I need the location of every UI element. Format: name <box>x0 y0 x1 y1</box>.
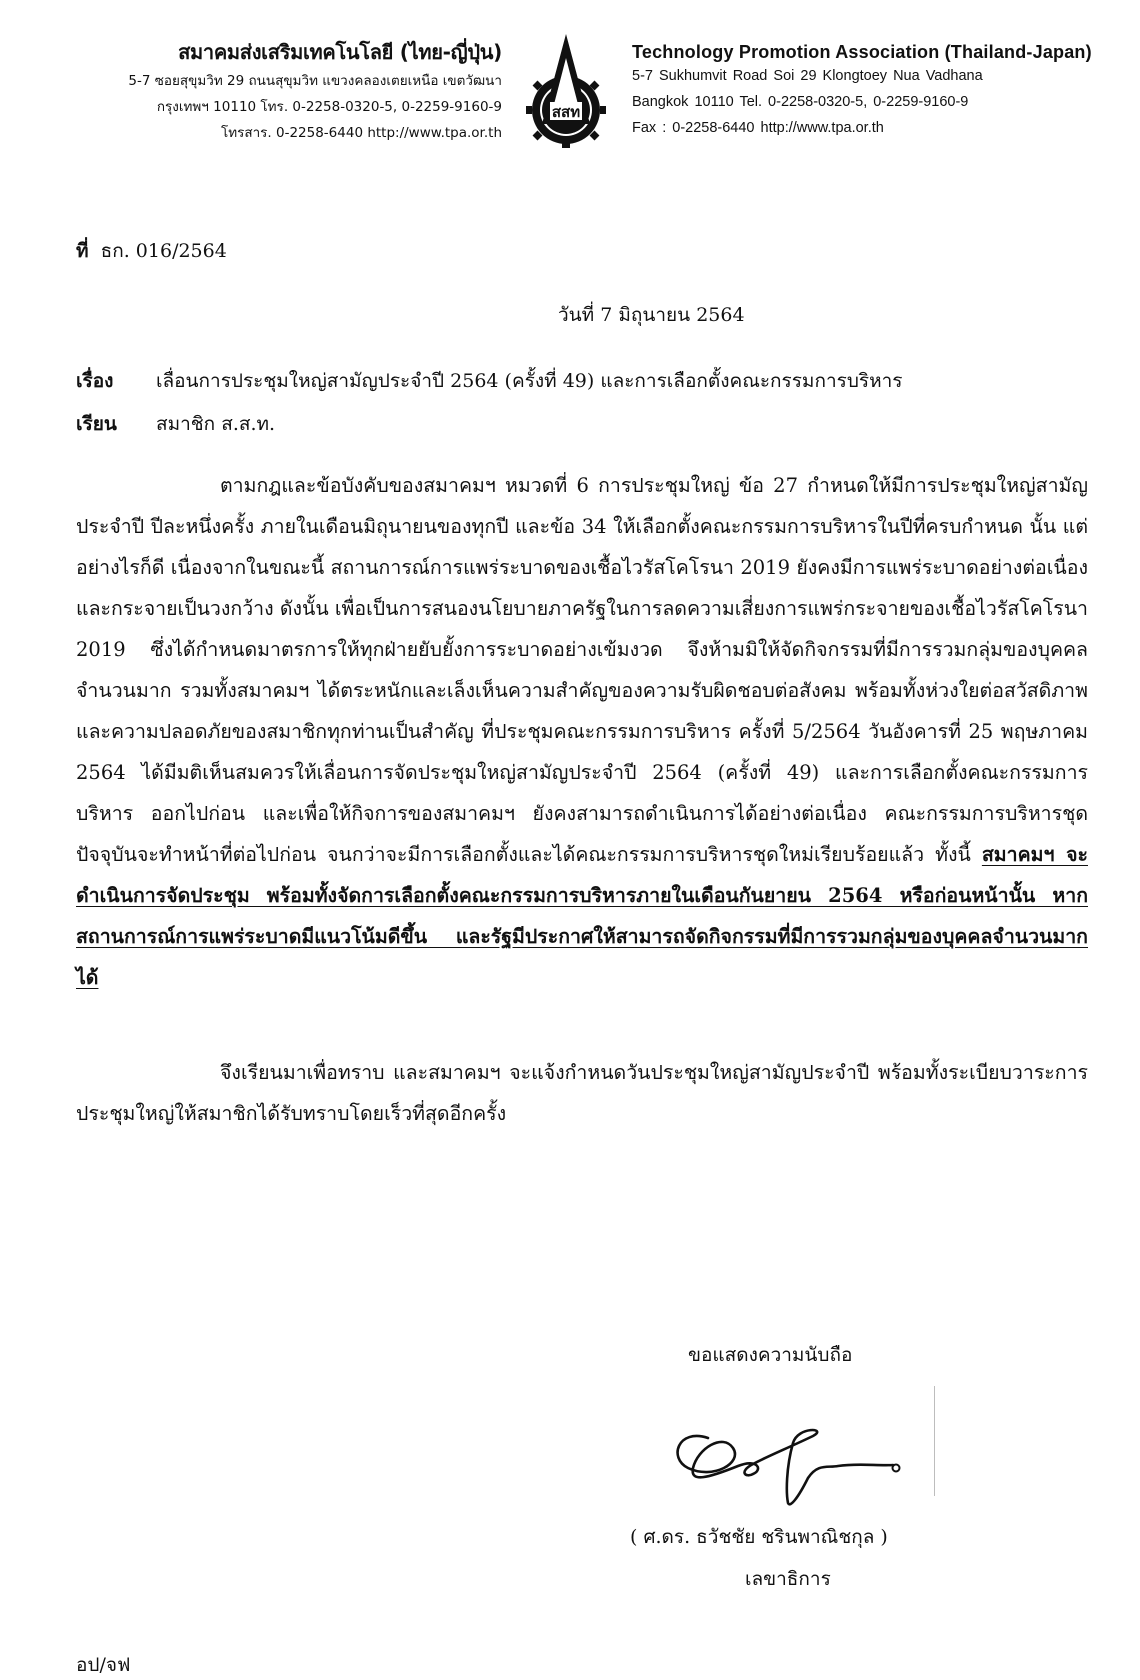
org-name-english: Technology Promotion Association (Thailand-Japan) <box>632 42 1092 62</box>
closing-salutation: ขอแสดงความนับถือ <box>688 1344 853 1366</box>
reference-number <box>76 236 227 266</box>
contact-english: Fax : 0-2258-6440 http://www.tpa.or.th <box>632 120 884 136</box>
reference-value: ธก. 016/2564 <box>100 240 227 262</box>
letterhead-thai <box>0 36 502 146</box>
body-paragraph-2 <box>76 1052 1088 1134</box>
reference-label: ที่ <box>76 240 89 262</box>
address-thai-line2: กรุงเทพฯ 10110 โทร. 0-2258-0320-5, 0-2259-9160-9 <box>156 99 502 115</box>
signer-name: ( ศ.ดร. ธวัชชัย ชรินพาณิชกุล ) <box>630 1526 888 1548</box>
body-paragraph-1-text: ตามกฎและข้อบังคับของสมาคมฯ หมวดที่ 6 การประชุมใหญ่ ข้อ 27 กำหนดให้มีการประชุมใหญ่สามัญประจำปี ปีละหนึ่งครั้ง ภายในเดือนมิถุนายนของทุกปี และข้อ 34 ให้เลือกตั้งคณะกรรมการบริหารในปีที่ครบกำหนด นั้น แต่อย่างไรก็ดี เนื่องจากในขณะนี้ สถานการณ์การแพร่ระบาดของเชื้อไวรัสโคโรนา 2019 ยังคงมีการแพร่ระบาดอย่างต่อเนื่องและกระจายเป็นวงกว้าง ดังนั้น เพื่อเป็นการสนองนโยบายภาครัฐในการลดความเสี่ยงการแพร่กระจายของเชื้อไวรัสโคโรนา 2019 ซึ่งได้กำหนดมาตรการให้ทุกฝ่ายยับยั้งการระบาดอย่างเข้มงวด จึงห้ามมิให้จัดกิจกรรมที่มีการรวมกลุ่มของบุคคลจำนวนมาก รวมทั้งสมาคมฯ ได้ตระหนักและเล็งเห็นความสำคัญของความรับผิดชอบต่อสังคม พร้อมทั้งห่วงใยต่อสวัสดิภาพและความปลอดภัยของสมาชิกทุกท่านเป็นสำคัญ ที่ประชุมคณะกรรมการบริหาร ครั้งที่ 5/2564 วันอังคารที่ 25 พฤษภาคม 2564 ได้มีมติเห็นสมควรให้เลื่อนการจัดประชุมใหญ่สามัญประจำปี 2564 (ครั้งที่ 49) และการเลือกตั้งคณะกรรมการบริหาร ออกไปก่อน และเพื่อให้กิจการของสมาคมฯ ยังคงสามารถดำเนินการได้อย่างต่อเนื่อง คณะกรรมการบริหารชุดปัจจุบันจะทำหน้าที่ต่อไปก่อน จนกว่าจะมีการเลือกตั้งและได้คณะกรรมการบริหารชุดใหม่เรียบร้อยแล้ว ทั้งนี้ <box>76 474 1088 866</box>
body-paragraph-2-text: จึงเรียนมาเพื่อทราบ และสมาคมฯ จะแจ้งกำหนดวันประชุมใหญ่สามัญประจำปี พร้อมทั้งระเบียบวาระการประชุมใหญ่ให้สมาชิกได้รับทราบโดยเร็วที่สุดอีกครั้ง <box>76 1061 1088 1125</box>
tpa-logo-icon <box>520 32 612 148</box>
recipient-line <box>76 409 275 439</box>
subject-line <box>76 366 903 396</box>
subject-value: เลื่อนการประชุมใหญ่สามัญประจำปี 2564 (ครั้งที่ 49) และการเลือกตั้งคณะกรรมการบริหาร <box>156 370 903 392</box>
address-thai-line1: 5-7 ซอยสุขุมวิท 29 ถนนสุขุมวิท แขวงคลองเตยเหนือ เขตวัฒนา <box>128 73 502 89</box>
org-name-thai: สมาคมส่งเสริมเทคโนโลยี (ไทย-ญี่ปุ่น) <box>178 40 502 64</box>
address-english-line1: 5-7 Sukhumvit Road Soi 29 Klongtoey Nua Vadhana <box>632 68 983 84</box>
letterhead-english <box>632 42 1132 141</box>
recipient-value: สมาชิก ส.ส.ท. <box>156 413 276 435</box>
signature-divider <box>934 1386 935 1496</box>
contact-thai: โทรสาร. 0-2258-6440 http://www.tpa.or.th <box>220 125 502 141</box>
letter-date: วันที่ 7 มิถุนายน 2564 <box>558 304 745 326</box>
body-emphasis: สมาคมฯ จะดำเนินการจัดประชุม พร้อมทั้งจัดการเลือกตั้งคณะกรรมการบริหารภายในเดือนกันยายน 2564 หรือก่อนหน้านั้น หากสถานการณ์การแพร่ระบาดมีแนวโน้มดีขึ้น และรัฐมีประกาศให้สามารถจัดกิจกรรมที่มีการรวมกลุ่มของบุคคลจำนวนมากได้ <box>76 843 1088 989</box>
logo-text: สสท <box>551 103 581 121</box>
signer-position: เลขาธิการ <box>745 1568 831 1590</box>
signature-image <box>668 1408 908 1518</box>
body-paragraph-1 <box>76 465 1088 998</box>
subject-label: เรื่อง <box>76 370 114 392</box>
address-english-line2: Bangkok 10110 Tel. 0-2258-0320-5, 0-2259-9160-9 <box>632 94 969 110</box>
recipient-label: เรียน <box>76 413 117 435</box>
footer-department-code: อป/จฟ <box>76 1654 131 1676</box>
